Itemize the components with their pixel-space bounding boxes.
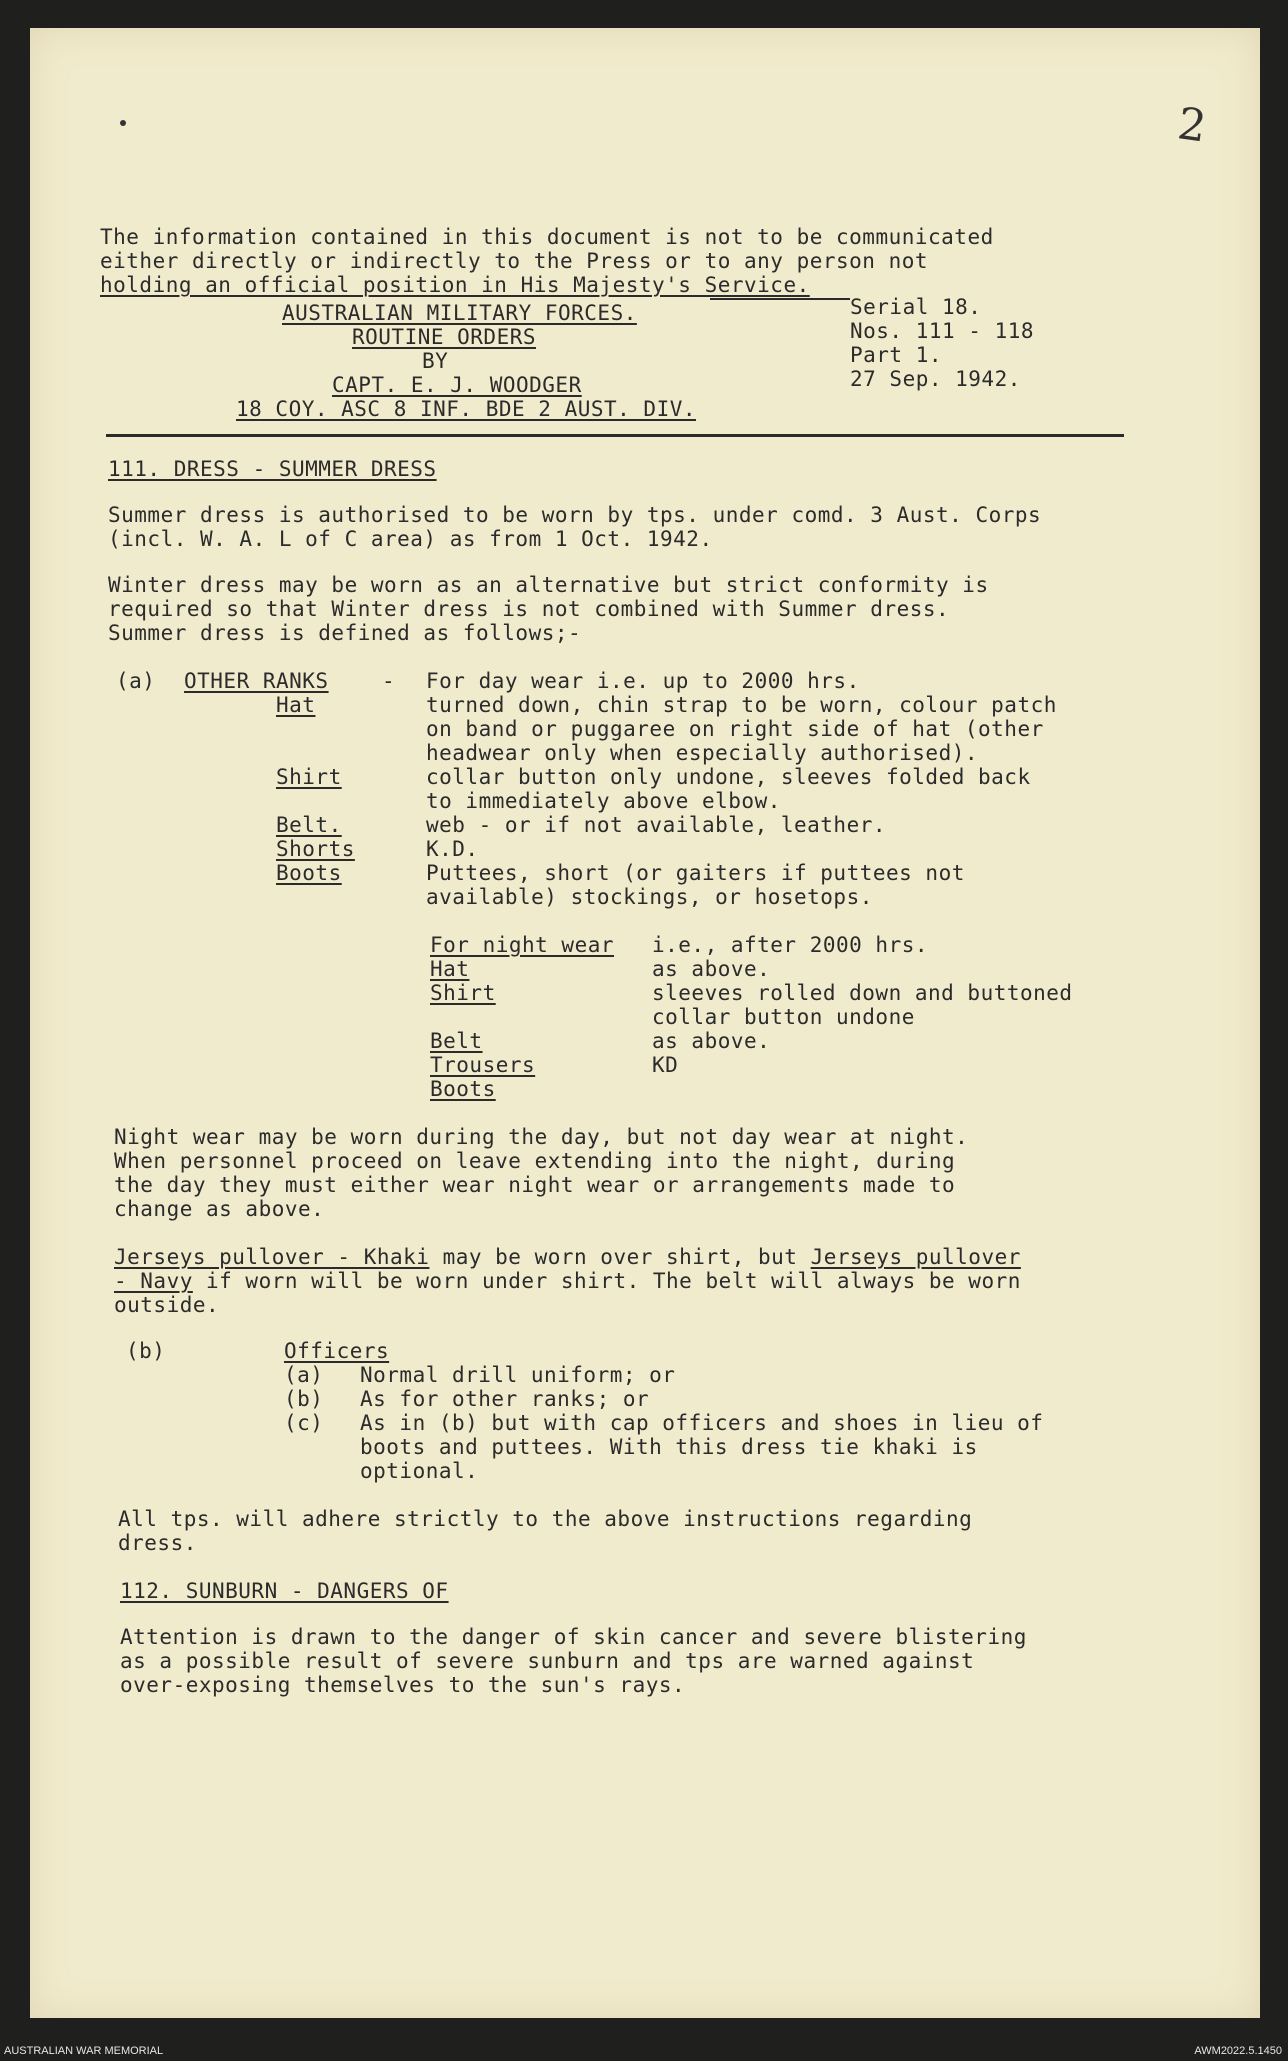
- s111-para1-line-1: Summer dress is authorised to be worn by tps. under comd. 3 Aust. Corps: [108, 503, 1042, 527]
- officer-c-line-3: optional.: [360, 1459, 479, 1483]
- serial-line-4: 27 Sep. 1942.: [850, 367, 1021, 391]
- jersey-line-2: [114, 1268, 1021, 1294]
- header-title-4: CAPT. E. J. WOODGER: [332, 373, 582, 397]
- officer-c-line-1: As in (b) but with cap officers and shoes in lieu of: [360, 1411, 1044, 1435]
- s111-para1-line-2: (incl. W. A. L of C area) as from 1 Oct. 1942.: [108, 527, 713, 551]
- day-boots-line-2: available) stockings, or hosetops.: [426, 885, 873, 909]
- s111-para3-line-3: the day they must either wear night wear or arrangements made to: [114, 1173, 956, 1197]
- day-boots-line-1: Puttees, short (or gaiters if puttees not: [426, 861, 965, 885]
- s112-line-2: as a possible result of severe sunburn and tps are warned against: [120, 1649, 975, 1673]
- header-title-2: ROUTINE ORDERS: [352, 325, 537, 349]
- other-ranks-dash: -: [382, 669, 396, 693]
- day-shirt-line-1: collar button only undone, sleeves folded back: [426, 765, 1031, 789]
- day-hat-line-1: turned down, chin strap to be worn, colour patch: [426, 693, 1057, 717]
- day-label-shorts: Shorts: [276, 837, 355, 861]
- officer-b-line-1: As for other ranks; or: [360, 1387, 650, 1411]
- s111-para3-line-4: change as above.: [114, 1197, 325, 1221]
- night-trousers-line-1: KD: [652, 1053, 679, 1077]
- officer-c-line-2: boots and puttees. With this dress tie khaki is: [360, 1435, 978, 1459]
- security-notice-line-3: holding an official position in His Majesty's Service.: [100, 273, 810, 297]
- serial-line-2: Nos. 111 - 118: [850, 319, 1035, 343]
- document-page: [30, 28, 1260, 2018]
- day-hat-line-2: on band or puggaree on right side of hat (other: [426, 717, 1044, 741]
- jersey-khaki-label: Jerseys pullover - Khaki: [114, 1245, 430, 1269]
- header-title-5: 18 COY. ASC 8 INF. BDE 2 AUST. DIV.: [236, 397, 697, 421]
- serial-line-3: Part 1.: [850, 343, 943, 367]
- night-hat-line-1: as above.: [652, 957, 771, 981]
- officer-a-line-1: Normal drill uniform; or: [360, 1363, 676, 1387]
- jersey-navy-label-end: - Navy: [114, 1269, 193, 1293]
- night-label-trousers: Trousers: [430, 1053, 536, 1077]
- footer-accession: AWM2022.5.1450: [1194, 2045, 1282, 2057]
- day-label-boots: Boots: [276, 861, 342, 885]
- night-shirt-line-1: sleeves rolled down and buttoned: [652, 981, 1073, 1005]
- jersey-navy-label-start: Jerseys pullover: [810, 1245, 1021, 1269]
- s111-closing-line-1: All tps. will adhere strictly to the above instructions regarding: [118, 1507, 973, 1531]
- header-title-1: AUSTRALIAN MILITARY FORCES.: [282, 301, 637, 325]
- section-111-heading: 111. DRESS - SUMMER DRESS: [108, 457, 437, 481]
- officer-b-marker: (b): [284, 1387, 324, 1411]
- header-title-3: BY: [422, 349, 449, 373]
- day-label-shirt: Shirt: [276, 765, 342, 789]
- night-label-hat: Hat: [430, 957, 470, 981]
- night-belt-line-1: as above.: [652, 1029, 771, 1053]
- item-b-marker: (b): [126, 1339, 166, 1363]
- s111-para2-line-2: required so that Winter dress is not combined with Summer dress.: [108, 597, 950, 621]
- officer-c-marker: (c): [284, 1411, 324, 1435]
- day-hat-line-3: headwear only when especially authorised).: [426, 741, 979, 765]
- day-label-belt: Belt.: [276, 813, 342, 837]
- security-notice-line-2: either directly or indirectly to the Press or to any person not: [100, 249, 929, 273]
- jersey-khaki-text: may be worn over shirt, but: [429, 1245, 811, 1269]
- jersey-navy-text: if worn will be worn under shirt. The belt will always be worn: [192, 1269, 1021, 1293]
- night-label-shirt: Shirt: [430, 981, 496, 1005]
- officers-label: Officers: [284, 1339, 390, 1363]
- s112-line-3: over-exposing themselves to the sun's rays.: [120, 1673, 686, 1697]
- s111-para2-line-3: Summer dress is defined as follows;-: [108, 621, 582, 645]
- section-112-heading: 112. SUNBURN - DANGERS OF: [120, 1579, 449, 1603]
- notice-rule: [710, 298, 850, 300]
- s111-closing-line-2: dress.: [118, 1531, 197, 1555]
- s111-para3-line-2: When personnel proceed on leave extending into the night, during: [114, 1149, 956, 1173]
- night-wear-label: For night wear: [430, 933, 615, 957]
- s112-line-1: Attention is drawn to the danger of skin cancer and severe blistering: [120, 1625, 1027, 1649]
- page-number-handwritten: 2: [1174, 98, 1210, 153]
- jersey-line-3: outside.: [114, 1293, 220, 1317]
- officer-a-marker: (a): [284, 1363, 324, 1387]
- serial-line-1: Serial 18.: [850, 295, 982, 319]
- day-label-hat: Hat: [276, 693, 316, 717]
- security-notice-line-1: The information contained in this document is not to be communicated: [100, 225, 994, 249]
- day-wear-intro: For day wear i.e. up to 2000 hrs.: [426, 669, 860, 693]
- night-shirt-line-2: collar button undone: [652, 1005, 915, 1029]
- header-rule: [106, 434, 1124, 437]
- day-shirt-line-2: to immediately above elbow.: [426, 789, 781, 813]
- footer-credit: AUSTRALIAN WAR MEMORIAL: [4, 2045, 164, 2057]
- jersey-line-1: [114, 1244, 1021, 1270]
- s111-para3-line-1: Night wear may be worn during the day, but not day wear at night.: [114, 1125, 969, 1149]
- s111-para2-line-1: Winter dress may be worn as an alternative but strict conformity is: [108, 573, 989, 597]
- day-belt-line-1: web - or if not available, leather.: [426, 813, 887, 837]
- other-ranks-label: OTHER RANKS: [184, 669, 329, 693]
- night-wear-intro: i.e., after 2000 hrs.: [652, 933, 929, 957]
- day-shorts-line-1: K.D.: [426, 837, 479, 861]
- item-a-marker: (a): [116, 669, 156, 693]
- punch-mark: [120, 120, 126, 126]
- night-label-belt: Belt: [430, 1029, 483, 1053]
- night-label-boots: Boots: [430, 1077, 496, 1101]
